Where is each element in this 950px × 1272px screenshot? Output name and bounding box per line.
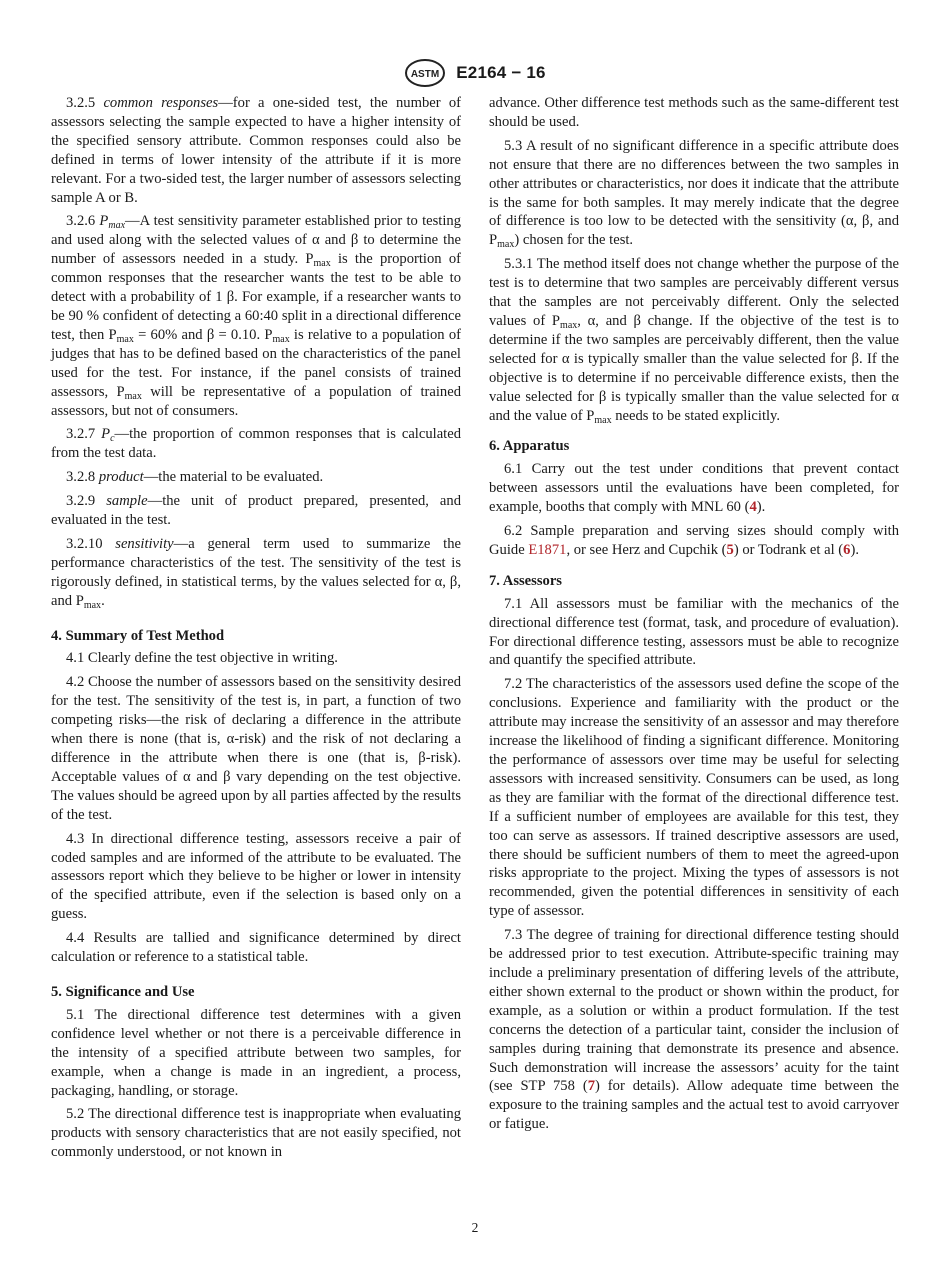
- page-header: [0, 58, 950, 88]
- svg-text:ASTM: ASTM: [411, 69, 440, 80]
- astm-logo-icon: [404, 58, 446, 88]
- paragraph-4-2: 4.2 Choose the number of assessors based on the sensitivity desired for the test. The sensitivity of the test is, in part, a function of two competing risks—the risk of declaring a difference in the attribute when there is none (that is, α-risk) and the risk of not declaring a difference in the attribute when there is one (that is, β-risk). Acceptable values of α and β vary depending on the test objective. The values should be agreed upon by all parties affected by the results of the test.: [51, 674, 461, 823]
- document-designation: E2164 − 16: [456, 63, 546, 82]
- reference-link-5[interactable]: 5: [726, 541, 734, 558]
- section-heading-6: 6. Apparatus: [489, 438, 570, 455]
- left-column: [51, 94, 461, 1167]
- standard-link-e1871[interactable]: E1871: [528, 541, 567, 558]
- paragraph-5-3-1: 5.3.1 The method itself does not change whether the purpose of the test is to determine that two samples are perceivably different versus that the samples are not perceivably different. Only the selected values of $P_{max}$, α, and β change. If the objective of the test is to determine if the two samples are perceivably different, then the value selected for α is typically smaller than the value selected for β. If the objective is to determine if no perceivable difference exists, then the value selected for β is typically smaller than the value selected for α and the value of $P_{max}$ needs to be stated explicitly.: [489, 256, 899, 426]
- section-heading-4: 4. Summary of Test Method: [51, 627, 225, 644]
- section-heading-7: 7. Assessors: [489, 572, 562, 589]
- paragraph-6-2: 6.2 Sample preparation and serving sizes should comply with Guide E1871, or see Herz and Cupchik (5) or Todrank et al (6).: [489, 523, 899, 558]
- paragraph-4-1: 4.1 Clearly define the test objective in writing.: [66, 650, 338, 667]
- paragraph-7-1: 7.1 All assessors must be familiar with the mechanics of the directional difference test (format, task, and procedure of evaluation). For directional difference testing, assessors must be able to recognize and quantify the specified attribute.: [489, 595, 899, 669]
- paragraph-3-2-10: 3.2.10 sensitivity—a general term used to summarize the performance characteristics of the test. The sensitivity of the test is rigorously defined, in statistical terms, by the values selected for α, β, and $P_{max}$.: [51, 535, 461, 611]
- page-number: 2: [471, 1220, 479, 1235]
- reference-link-6[interactable]: 6: [843, 541, 851, 558]
- paragraph-6-1: 6.1 Carry out the test under conditions that prevent contact between assessors until the evaluations have been completed, for example, booths that comply with MNL 60 (4).: [489, 461, 899, 516]
- paragraph-4-4: 4.4 Results are tallied and significance determined by direct calculation or reference to a statistical table.: [51, 930, 461, 966]
- paragraph-7-2: 7.2 The characteristics of the assessors used define the scope of the conclusions. Experience and familiarity with the product or the attribute may increase the sensitivity of an assessor and may therefore increase the likelihood of finding a significant difference. Monitoring the performance of assessors over time may be useful for selecting assessors with increased sensitivity. Consumers can be used, as long as they are familiar with the format of the directional difference test. If a sufficient number of employees are available for this test, they too can serve as assessors. If trained descriptive assessors are used, there should be sufficient numbers of them to meet the agreed-upon risks appropriate to the project. Mixing the types of assessors is not recommended, given the potential differences in sensitivity of each type of assessor.: [489, 676, 899, 920]
- paragraph-3-2-7: 3.2.7 $P_c—the$ proportion of common responses that is calculated from the test data.: [51, 426, 461, 462]
- reference-link-7[interactable]: 7: [587, 1078, 595, 1095]
- paragraph-4-3: 4.3 In directional difference testing, assessors receive a pair of coded samples and are informed of the attribute to be evaluated. The assessors report which they believe to be higher or lower in intensity of the specified attribute, even if the selection is based only on a guess.: [51, 830, 461, 923]
- paragraph-5-2-continued: advance. Other difference test methods such as the same-different test should be used.: [489, 95, 899, 130]
- paragraph-7-3: 7.3 The degree of training for directional difference testing should be addressed prior to test execution. Attribute-specific training may include a preliminary presentation of differing levels of the attribute, either shown external to the product or shown within the product, for example, as a solution or within a product formulation. If the test concerns the detection of a particular taint, consider the inclusion of samples during training that demonstrate its presence and absence. Such demonstration will increase the assessors’ acuity for the taint (see STP 758 (7) for details). Allow adequate time between the exposure to the training samples and the actual test to avoid carryover or fatigue.: [489, 927, 899, 1133]
- paragraph-3-2-5: 3.2.5 common responses—for a one-sided test, the number of assessors selecting the sample expected to have a higher intensity of the specified sensory attribute. Common responses could also be defined in terms of lower intensity of the attribute if it is more relevant. For a two-sided test, the larger number of assessors selecting sample A or B.: [51, 95, 462, 206]
- paragraph-5-1: 5.1 The directional difference test determines with a given confidence level whether or not there is a perceivable difference in the intensity of a specified attribute between two samples, for example, when a change is made in an ingredient, a process, packaging, handling, or storage.: [51, 1006, 461, 1099]
- paragraph-5-3: 5.3 A result of no significant difference in a specific attribute does not ensure that there are no differences between the two samples in other attributes or characteristics, nor does it indicate that the attribute is the same for both samples. It may merely indicate that the degree of difference is too low to be detected with the sensitivity (α, β, and $P_{max}$) chosen for the test.: [489, 137, 899, 251]
- paragraph-5-2: 5.2 The directional difference test is inappropriate when evaluating products with sensory characteristics that are not easily specified, not commonly understood, or not known in: [51, 1106, 461, 1161]
- right-column: [489, 94, 899, 1139]
- paragraph-3-2-8: 3.2.8 product—the material to be evaluated.: [66, 469, 324, 486]
- paragraph-3-2-9: 3.2.9 sample—the unit of product prepared, presented, and evaluated in the test.: [51, 493, 461, 529]
- reference-link-4[interactable]: 4: [749, 499, 757, 516]
- section-heading-5: 5. Significance and Use: [51, 983, 195, 1000]
- paragraph-3-2-6: 3.2.6 $P_{max}—A$ test sensitivity parameter established prior to testing and used along with the selected values of α and β to determine the number of assessors needed in a study. $P_{max}$ is the proportion of common responses that the researcher wants the test to be able to detect with a probability of 1 β. For example, if a researcher wants to be 90 % confident of detecting a 60:40 split in a directional difference test, then $P_{max} = 60\%$ and β = 0.10. $P_{max}$ is relative to a population of judges that has to be defined based on the characteristics of the panel used for the test. For instance, if the panel consists of trained assessors, $P_{max}$ will be representative of a population of trained assessors, but not of consumers.: [51, 213, 461, 419]
